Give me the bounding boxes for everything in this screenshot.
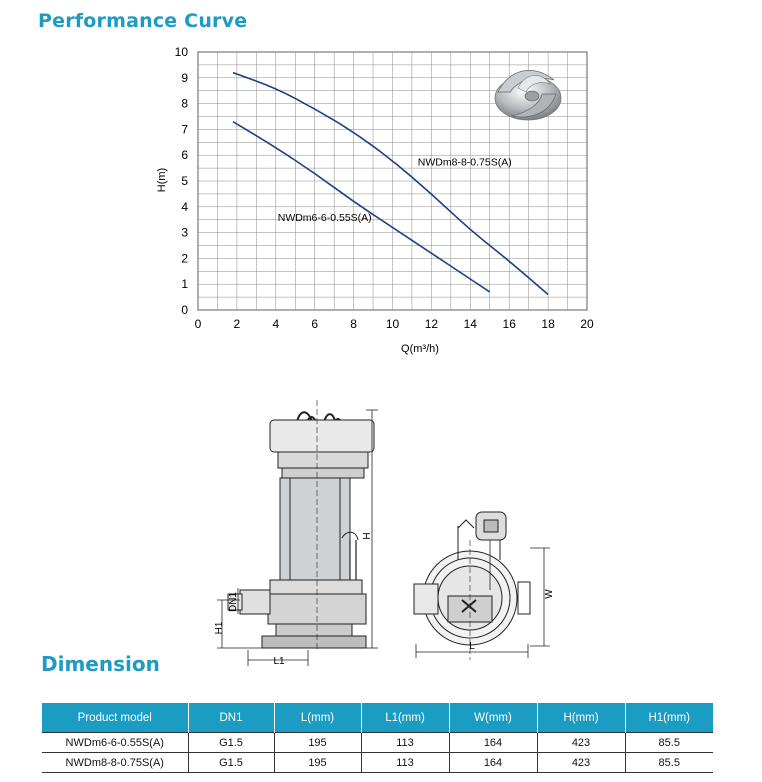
series-label: NWDm6-6-0.55S(A) bbox=[277, 211, 372, 224]
table-cell: 85.5 bbox=[625, 753, 713, 773]
table-header-row bbox=[42, 703, 713, 733]
y-tick-label: 2 bbox=[181, 251, 188, 266]
x-tick-label: 16 bbox=[502, 317, 516, 331]
y-tick-label: 3 bbox=[181, 225, 188, 240]
table-header-cell: H(mm) bbox=[537, 703, 625, 733]
table-cell: 164 bbox=[449, 753, 537, 773]
dimension-table bbox=[42, 703, 713, 773]
table-cell: 195 bbox=[274, 733, 361, 753]
table-header-cell: L(mm) bbox=[274, 703, 361, 733]
y-tick-label: 1 bbox=[181, 277, 188, 292]
performance-curve-title: Performance Curve bbox=[38, 10, 248, 32]
x-tick-label: 2 bbox=[233, 317, 241, 331]
series-label: NWDm8-8-0.75S(A) bbox=[417, 156, 512, 169]
table-header-cell: DN1 bbox=[188, 703, 274, 733]
dim-label-dn1: DN1 bbox=[228, 591, 239, 613]
x-tick-label: 18 bbox=[541, 317, 555, 331]
x-tick-label: 20 bbox=[580, 317, 594, 331]
x-tick-label: 4 bbox=[272, 317, 280, 331]
x-tick-label: 8 bbox=[350, 317, 357, 331]
x-axis-label: Q(m³/h) bbox=[401, 343, 439, 355]
y-tick-label: 4 bbox=[181, 199, 188, 214]
table-cell: G1.5 bbox=[188, 753, 274, 773]
y-tick-label: 0 bbox=[181, 303, 188, 317]
dimension-title: Dimension bbox=[41, 652, 160, 676]
table-cell: 85.5 bbox=[625, 733, 713, 753]
y-tick-label: 6 bbox=[181, 148, 188, 163]
x-tick-label: 12 bbox=[424, 317, 439, 331]
dim-label-h1: H1 bbox=[214, 621, 225, 635]
table-row bbox=[42, 733, 713, 753]
table-cell: 195 bbox=[274, 753, 361, 773]
y-tick-label: 5 bbox=[181, 174, 188, 188]
table-header-cell: Product model bbox=[42, 703, 188, 733]
dim-label-w: W bbox=[544, 589, 555, 599]
table-cell: NWDm8-8-0.75S(A) bbox=[42, 753, 188, 773]
table-cell: NWDm6-6-0.55S(A) bbox=[42, 733, 188, 753]
x-tick-label: 14 bbox=[463, 317, 477, 331]
dim-label-l1: L1 bbox=[273, 656, 285, 667]
table-body bbox=[42, 733, 713, 773]
table-header-cell: L1(mm) bbox=[361, 703, 449, 733]
x-tick-label: 10 bbox=[385, 317, 400, 331]
table-header-cell: H1(mm) bbox=[625, 703, 713, 733]
y-tick-label: 7 bbox=[181, 122, 188, 137]
y-tick-label: 8 bbox=[181, 96, 188, 111]
y-tick-label: 9 bbox=[181, 70, 188, 85]
x-tick-label: 0 bbox=[194, 317, 202, 331]
dim-label-h: H bbox=[362, 532, 373, 540]
table-cell: 164 bbox=[449, 733, 537, 753]
y-axis-label: H(m) bbox=[156, 167, 168, 193]
pump-top-view-drawing bbox=[414, 512, 550, 660]
table-cell: 113 bbox=[361, 733, 449, 753]
x-tick-label: 6 bbox=[311, 317, 319, 331]
table-cell: 113 bbox=[361, 753, 449, 773]
pump-front-view-drawing bbox=[217, 400, 378, 666]
table-header-cell: W(mm) bbox=[449, 703, 537, 733]
table-cell: 423 bbox=[537, 733, 625, 753]
y-tick-label: 10 bbox=[174, 45, 188, 59]
table-cell: 423 bbox=[537, 753, 625, 773]
dim-label-l: L bbox=[469, 641, 475, 652]
table-row bbox=[42, 753, 713, 773]
table-cell: G1.5 bbox=[188, 733, 274, 753]
